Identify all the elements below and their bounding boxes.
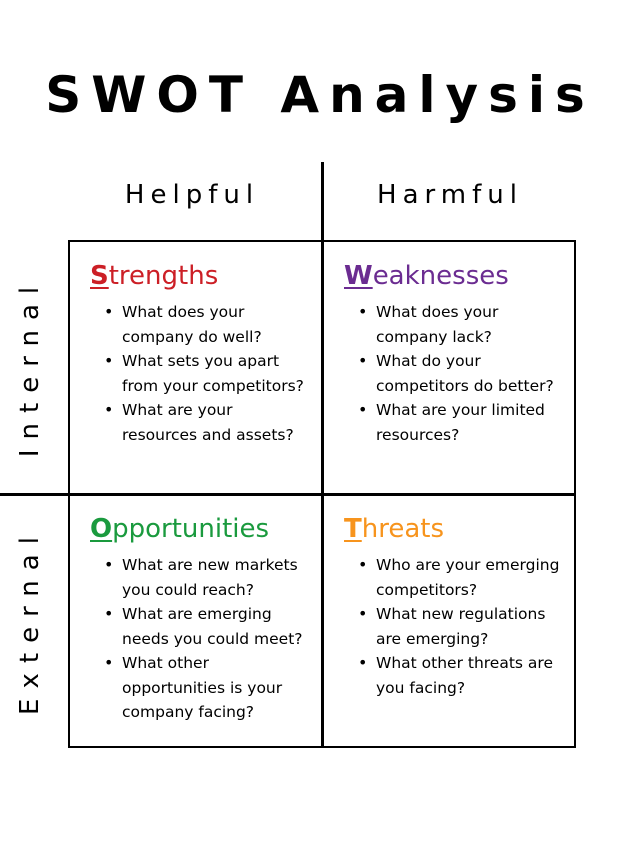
column-header-harmful: Harmful bbox=[377, 180, 523, 210]
row-header-external-label: External bbox=[15, 527, 45, 715]
diagram-title: SWOT Analysis bbox=[45, 66, 595, 124]
list-item bbox=[102, 602, 326, 651]
list-item-line: What are emerging bbox=[122, 605, 272, 623]
row-header-internal bbox=[0, 240, 60, 494]
threats-list bbox=[344, 553, 580, 700]
list-item-line: What are your limited bbox=[376, 401, 545, 419]
list-item-line: needs you could meet? bbox=[122, 629, 303, 648]
weaknesses-heading-initial: W bbox=[344, 261, 373, 291]
list-item-line: What sets you apart bbox=[122, 352, 280, 370]
opportunities-heading bbox=[90, 511, 326, 547]
row-divider-left bbox=[0, 493, 70, 496]
threats-heading-initial: T bbox=[344, 514, 362, 544]
list-item-line: company lack? bbox=[376, 327, 492, 346]
list-item bbox=[102, 398, 326, 447]
list-item bbox=[102, 300, 326, 349]
list-item bbox=[356, 398, 580, 447]
threats-heading-rest: hreats bbox=[361, 514, 445, 544]
opportunities-heading-rest: pportunities bbox=[112, 514, 270, 544]
column-header-helpful: Helpful bbox=[124, 180, 260, 210]
weaknesses-heading bbox=[344, 258, 580, 294]
list-item-line: opportunities is your bbox=[122, 678, 283, 697]
row-header-external bbox=[0, 494, 60, 748]
strengths-heading-initial: S bbox=[90, 261, 109, 291]
list-item-line: company do well? bbox=[122, 327, 262, 346]
list-item-line: resources? bbox=[376, 425, 460, 444]
list-item-line: you could reach? bbox=[122, 580, 254, 599]
list-item-line: What are new markets bbox=[122, 556, 298, 574]
list-item bbox=[356, 651, 580, 700]
list-item-line: Who are your emerging bbox=[376, 556, 560, 574]
list-item bbox=[102, 553, 326, 602]
strengths-heading-rest: trengths bbox=[108, 261, 219, 291]
list-item bbox=[356, 349, 580, 398]
list-item bbox=[356, 553, 580, 602]
strengths-heading bbox=[90, 258, 326, 294]
quadrant-opportunities bbox=[90, 511, 326, 725]
column-divider-top bbox=[321, 162, 324, 242]
list-item-line: What other bbox=[122, 654, 209, 672]
quadrant-strengths bbox=[90, 258, 326, 447]
weaknesses-heading-rest: eaknesses bbox=[372, 261, 509, 291]
row-header-internal-label: Internal bbox=[15, 276, 45, 458]
list-item-line: competitors? bbox=[376, 580, 478, 599]
list-item bbox=[102, 349, 326, 398]
list-item-line: What other threats are bbox=[376, 654, 553, 672]
list-item-line: competitors do better? bbox=[376, 376, 554, 395]
grid-horizontal-divider bbox=[68, 493, 576, 496]
list-item-line: What does your bbox=[122, 303, 245, 321]
list-item-line: What new regulations bbox=[376, 605, 546, 623]
list-item-line: from your competitors? bbox=[122, 376, 304, 395]
list-item-line: What are your bbox=[122, 401, 233, 419]
strengths-list bbox=[90, 300, 326, 447]
list-item bbox=[102, 651, 326, 725]
weaknesses-list bbox=[344, 300, 580, 447]
list-item bbox=[356, 300, 580, 349]
list-item-line: company facing? bbox=[122, 703, 255, 721]
opportunities-list bbox=[90, 553, 326, 725]
list-item-line: are emerging? bbox=[376, 629, 489, 648]
threats-heading bbox=[344, 511, 580, 547]
opportunities-heading-initial: O bbox=[90, 514, 113, 544]
list-item-line: resources and assets? bbox=[122, 425, 294, 444]
quadrant-weaknesses bbox=[344, 258, 580, 447]
list-item-line: What do your bbox=[376, 352, 481, 370]
list-item bbox=[356, 602, 580, 651]
list-item-line: you facing? bbox=[376, 678, 466, 697]
list-item-line: What does your bbox=[376, 303, 499, 321]
quadrant-threats bbox=[344, 511, 580, 700]
